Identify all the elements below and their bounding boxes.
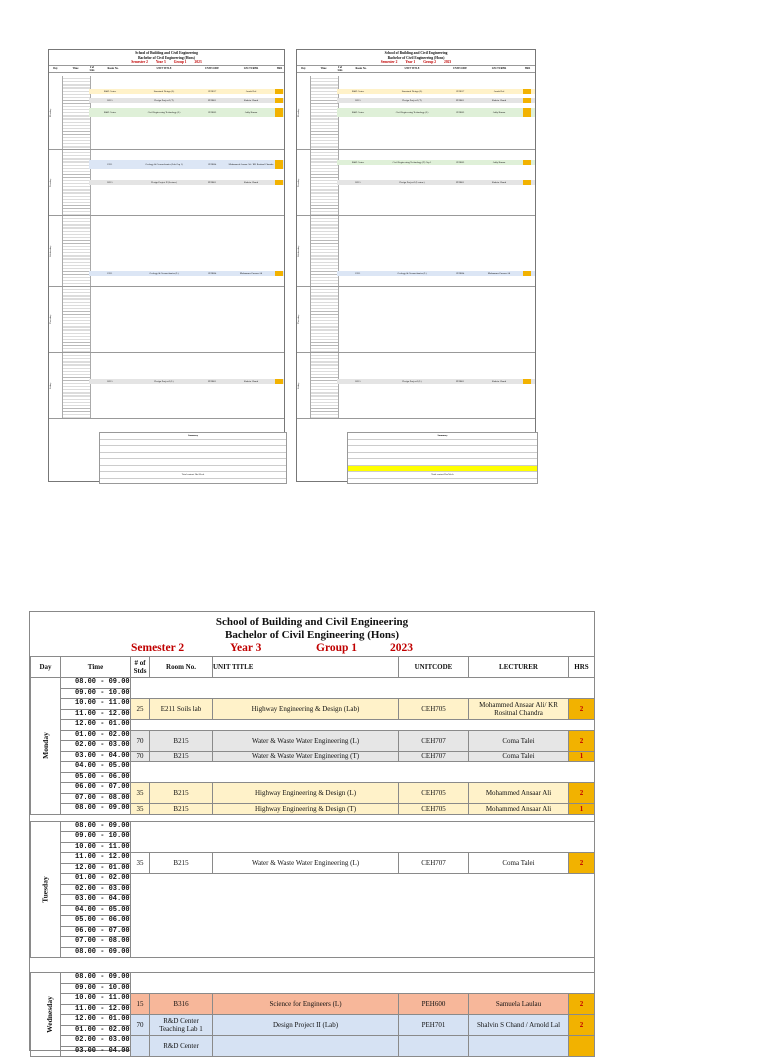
col-hrs: HRS: [569, 657, 595, 678]
table-row: 11.00 - 12.00 35 B215 Water & Waste Water Engineering (L) CEH707 Coma Talei 2: [31, 853, 595, 864]
timetable-thumbnail-1: [48, 49, 285, 482]
year-number: 2023: [390, 642, 413, 654]
table-row: 10.00 - 11.00 25 E211 Soils lab Highway Engineering & Design (Lab) CEH705 Mohammed Ansaar Ali/ KR Rositnal Chandra 2: [31, 699, 595, 710]
col-lecturer: LECTURER: [469, 657, 569, 678]
day-monday: Monday: [31, 678, 61, 815]
thumb1-monday: Monday R&D Center Structural Design (L) CEH617 Arnold Lal B215 Design Project I (T) PEH601 Shalvin Chand R&D Center Civil Engineering Technology (L) CEH603 Addy Kumar: [49, 76, 284, 150]
semester-label: Semester 2: [131, 642, 185, 654]
col-room: Room No.: [150, 657, 213, 678]
timetable-thumbnail-2: [296, 49, 536, 482]
col-day: Day: [31, 657, 61, 678]
thumb1-columns: Day Time # of Stds Room No. UNIT TITLE UNITCODE LECTURER HRS: [49, 65, 284, 73]
year-label: Year 3: [230, 642, 262, 654]
program-name: Bachelor of Civil Engineering (Hons): [225, 629, 399, 641]
col-unit-title: UNIT TITLE: [213, 657, 399, 678]
table-row: 06.00 - 07.00 35 B215 Highway Engineering & Design (L) CEH705 Mohammed Ansaar Ali 2: [31, 783, 595, 794]
thumb2-thursday: Thursday: [297, 287, 535, 353]
timetable-main: [29, 611, 595, 1055]
table-row: 03.00 - 04.00 70 B215 Water & Waste Water Engineering (T) CEH707 Coma Talei 1: [31, 751, 595, 762]
thumb1-wednesday: Wednesday E211 Geology & Geomechanics (L) CEH604 Mohammed Ansaar Ali: [49, 216, 284, 287]
timetable-header: [30, 612, 594, 642]
thumb1-friday: Friday B215 Design Project I (L) PEH601 Shalvin Chand: [49, 353, 284, 419]
thumb2-friday: Friday B215 Design Project I (L) PEH601 Shalvin Chand: [297, 353, 535, 419]
thumb2-header: School of Building and Civil Engineering Bachelor of Civil Engineering (Hons) Semester 2 Year 1 Group 2 2023: [380, 51, 452, 64]
school-name: School of Building and Civil Engineering: [215, 616, 409, 628]
day-wednesday: Wednesday: [31, 973, 61, 1057]
col-time: Time: [61, 657, 131, 678]
table-row: 12.00 - 01.00 70 R&D Center Teaching Lab 1 Design Project II (Lab) PEH701 Shalvin S Chand / Arnold Lal 2: [31, 1015, 595, 1026]
thumb1-header: School of Building and Civil Engineering Bachelor of Civil Engineering (Hons) Semester 2 Year 3 Group 1 2023: [131, 51, 202, 64]
thumb1-summary: Summary Total contact Hrs/Week: [99, 432, 287, 484]
timetable-table: Day Time # of Stds Room No. UNIT TITLE UNITCODE LECTURER HRS Monday 08.00 - 09.00 09.00 - 10.00 10.00 - 11.00 25 E211 Soils lab Highway Engineering & Design (Lab) CEH705 Mohammed Ansaar Ali/ KR Rositnal Chandra 2 11.00 - 12.00 12.00 - 01.00 01.00 - 02.00 70 B215 Water & Waste Water Engineering (L) CEH707 Coma Talei 2 02.00 - 03.00 03.00 - 04.00 70 B215 Water & Waste Water Engineering (T) CEH707 Coma Talei 1 04.00 - 05.00 05.00 - 06.00 06.00 - 07.00 35 B215 Highway Engineering & Design (L) CEH705 Mohammed Ansaar Ali 2 07.00 - 08.00 08.00 - 09.00 35 B215 Highway Engineering & Design (T) CEH705 Mohammed Ansaar Ali 1 Tuesday 08.00 - 09.00 09.00 - 10.00 10.00 - 11.00 11.00 - 12.00 35 B215 Water & Waste Water Engineering (L) CEH707 Coma Talei 2 12.00 - 01.00 01.00 - 02.00 02.00 - 03.00 03.00 - 04.00 04.00 - 05.00 05.00 - 06.00 06.00 - 07.00 07.00 - 08.00 08.00 - 09.00 Wednesday 08.00 - 09.00 09.00 - 10.00 10.00 - 11.00 15 B316 Science for Engineers (L) PEH600 Samuela Laulau 2 11.00 - 12.00 12.00 - 01.00 70 R&D Center Teaching Lab 1 Design Project II (Lab) PEH701 Shalvin S Chand / Arnold Lal 2 01.00 - 02.00 02.00 - 03.00 R&D Center 03.00 - 04.00: [30, 656, 595, 1057]
table-row: 02.00 - 03.00 R&D Center: [31, 1036, 595, 1047]
thumb2-summary: Summary Total contact Hrs/Week: [347, 432, 538, 484]
col-stds: # of Stds: [131, 657, 150, 678]
group-label: Group 1: [316, 642, 358, 654]
table-row: 01.00 - 02.00 70 B215 Water & Waste Water Engineering (L) CEH707 Coma Talei 2: [31, 730, 595, 741]
col-unitcode: UNITCODE: [399, 657, 469, 678]
semester-line: [30, 642, 594, 655]
thumb2-columns: Day Time # of Stds Room No. UNIT TITLE UNITCODE LECTURER HRS: [297, 65, 535, 73]
thumb1-tuesday: Tuesday E211 Geology & Geomechanics (Lab Grp 1) CEH604 Mohammed Ansaar Ali / KR Rositnal Chandra B215 Design Project II (Lecture) PEH601 Shalvin Chand: [49, 150, 284, 216]
thumb1-thursday: Thursday: [49, 287, 284, 353]
table-row: 08.00 - 09.00 35 B215 Highway Engineering & Design (T) CEH705 Mohammed Ansaar Ali 1: [31, 804, 595, 815]
thumb2-wednesday: Wednesday E211 Geology & Geomechanics (L) CEH604 Mohammed Ansaar Ali: [297, 216, 535, 287]
column-headers: [31, 657, 595, 678]
table-row: 10.00 - 11.00 15 B316 Science for Engineers (L) PEH600 Samuela Laulau 2: [31, 994, 595, 1005]
day-tuesday: Tuesday: [31, 821, 61, 958]
thumb2-monday: Monday R&D Center Structural Design (L) CEH617 Arnold Lal B215 Design Project I (T) PEH601 Shalvin Chand R&D Center Civil Engineering Technology (L) CEH603 Addy Kumar: [297, 76, 535, 150]
thumb2-tuesday: Tuesday R&D Center Civil Engineering Technology (T) Grp 1 CEH603 Addy Kumar B215 Design Project I (Lecture) PEH601 Shalvin Chand: [297, 150, 535, 216]
